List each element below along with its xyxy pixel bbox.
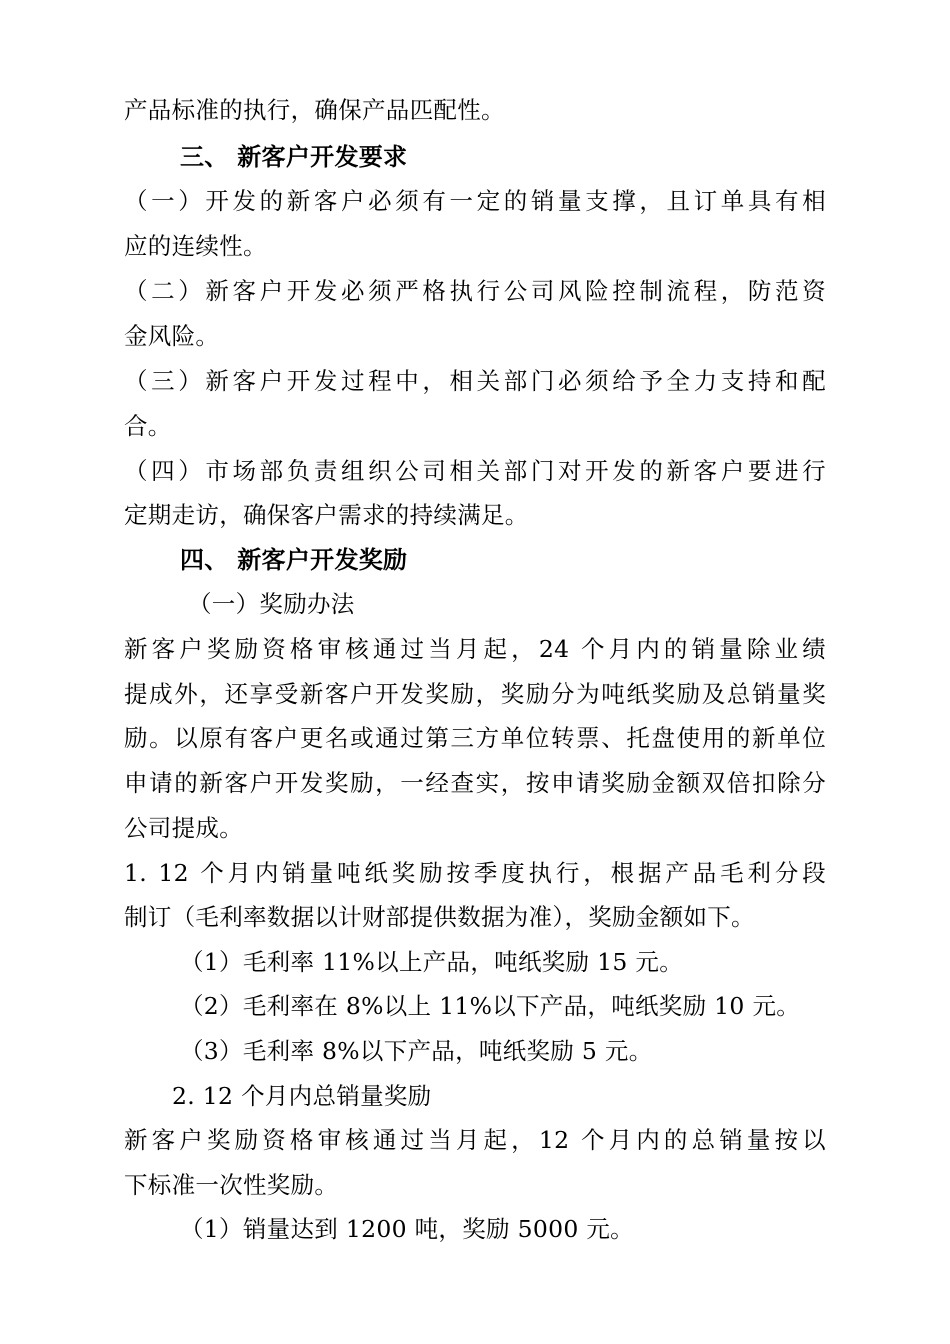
paragraph-line: 提成外，还享受新客户开发奖励，奖励分为吨纸奖励及总销量奖	[124, 680, 826, 708]
paragraph-line: （二）新客户开发必须严格执行公司风险控制流程，防范资	[124, 277, 826, 305]
paragraph-line: 新客户奖励资格审核通过当月起，12 个月内的总销量按以	[124, 1126, 826, 1154]
paragraph-line: 新客户奖励资格审核通过当月起，24 个月内的销量除业绩	[124, 635, 826, 663]
list-item: （3）毛利率 8%以下产品，吨纸奖励 5 元。	[180, 1037, 653, 1065]
paragraph-line: 制订（毛利率数据以计财部提供数据为准），奖励金额如下。	[124, 903, 755, 931]
paragraph-line: 励。以原有客户更名或通过第三方单位转票、托盘使用的新单位	[124, 724, 826, 752]
paragraph-line: 2. 12 个月内总销量奖励	[172, 1082, 432, 1110]
paragraph-line: 金风险。	[124, 322, 220, 350]
list-item: （2）毛利率在 8%以上 11%以下产品，吨纸奖励 10 元。	[180, 992, 801, 1020]
section-heading: 三、 新客户开发要求	[180, 143, 408, 171]
paragraph-line: 1. 12 个月内销量吨纸奖励按季度执行，根据产品毛利分段	[124, 859, 826, 887]
paragraph-line: 定期走访，确保客户需求的持续满足。	[124, 501, 529, 529]
paragraph-line: （四）市场部负责组织公司相关部门对开发的新客户要进行	[124, 457, 826, 485]
paragraph-line: （三）新客户开发过程中，相关部门必须给予全力支持和配	[124, 367, 826, 395]
paragraph-line: 产品标准的执行，确保产品匹配性。	[124, 96, 505, 124]
list-item: （1）销量达到 1200 吨，奖励 5000 元。	[180, 1215, 634, 1243]
paragraph-line: （一）开发的新客户必须有一定的销量支撑，且订单具有相	[124, 187, 826, 215]
paragraph-line: 申请的新客户开发奖励，一经查实，按申请奖励金额双倍扣除分	[124, 769, 826, 797]
paragraph-line: 公司提成。	[124, 814, 243, 842]
section-heading: 四、 新客户开发奖励	[180, 546, 408, 574]
list-item: （1）毛利率 11%以上产品，吨纸奖励 15 元。	[180, 948, 683, 976]
paragraph-line: 应的连续性。	[124, 232, 267, 260]
paragraph-line: 合。	[124, 412, 172, 440]
subsection-heading: （一）奖励办法	[188, 590, 355, 618]
paragraph-line: 下标准一次性奖励。	[124, 1171, 339, 1199]
